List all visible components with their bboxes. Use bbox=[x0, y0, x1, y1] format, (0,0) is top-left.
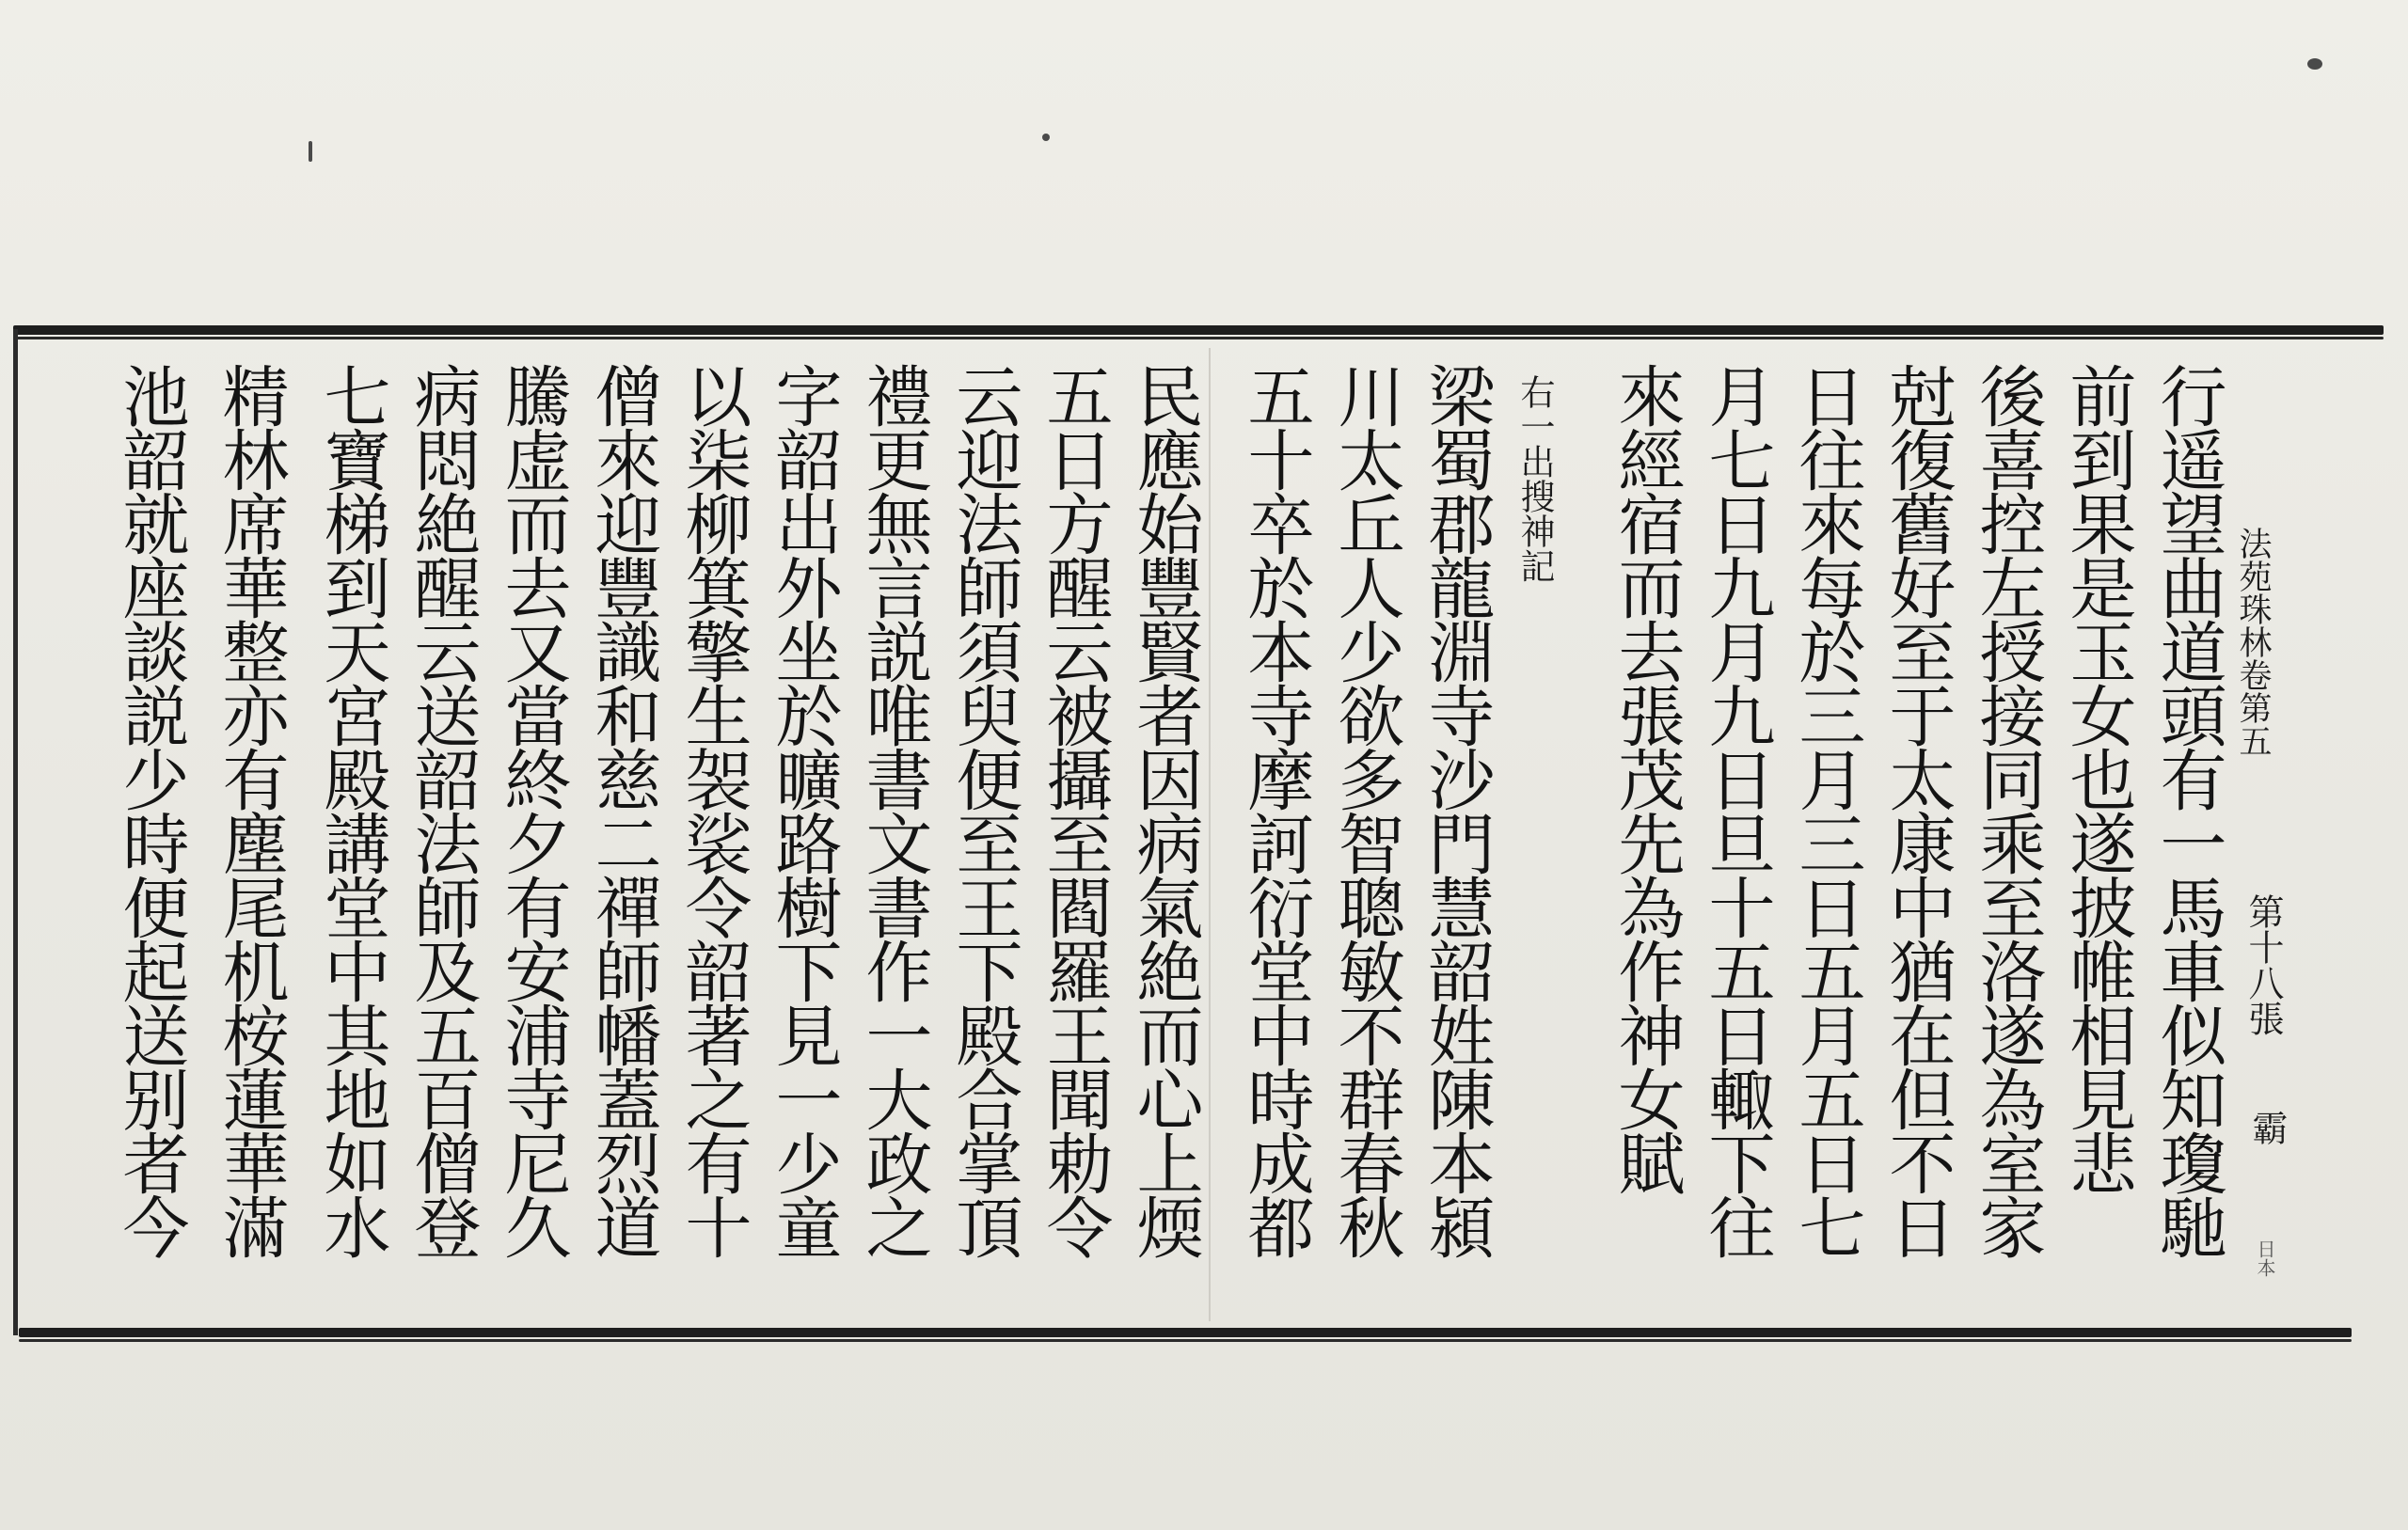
top-border-rule-inner bbox=[13, 337, 2384, 339]
text-column: 云迎法師須臾便至王下殿合掌頂 bbox=[945, 362, 1023, 1257]
text-column: 梁蜀郡龍淵寺沙門慧韶姓陳本潁 bbox=[1418, 362, 1496, 1257]
text-column: 來經宿而去張茂先為作神女賦 bbox=[1608, 362, 1686, 1193]
text-column: 五日方醒云被攝至閻羅王聞勅令 bbox=[1036, 362, 1114, 1257]
ink-speck bbox=[2307, 58, 2322, 70]
text-column: 五十卒於本寺摩訶衍堂中時成都 bbox=[1237, 362, 1315, 1257]
text-column: 行遥望曲道頭有一馬車似知瓊馳 bbox=[2149, 362, 2227, 1257]
margin-mark: 日本 bbox=[2254, 1239, 2276, 1277]
text-column: 以柒柳箕擎生袈裟令韶著之有十 bbox=[674, 362, 752, 1257]
margin-book-title: 法苑珠林卷第五 bbox=[2234, 527, 2272, 757]
text-column: 月七日九月九日旦十五日輙下往 bbox=[1698, 362, 1776, 1257]
text-column: 後喜控左授接同乘至洛遂為室家 bbox=[1969, 362, 2047, 1257]
text-column: 僧來迎豐識和慈二禪師幡蓋烈道 bbox=[584, 362, 662, 1257]
source-note: 右一出搜神記 bbox=[1514, 374, 1555, 583]
text-column: 川太丘人少欲多智聰敏不群春秋 bbox=[1327, 362, 1405, 1257]
ink-speck bbox=[309, 141, 312, 162]
margin-leaf-number: 第十八張 bbox=[2242, 893, 2284, 1036]
text-column: 精林席華整亦有塵尾机桉蓮華滿 bbox=[212, 362, 290, 1257]
top-border-rule bbox=[13, 325, 2384, 335]
bottom-border-rule-inner bbox=[19, 1339, 2352, 1342]
text-column: 騰虚而去又當終夕有安浦寺尼久 bbox=[494, 362, 572, 1257]
ink-speck bbox=[1042, 134, 1050, 141]
margin-carver-name: 霸 bbox=[2246, 1110, 2288, 1145]
left-border-rule bbox=[13, 329, 18, 1335]
bottom-border-rule bbox=[19, 1328, 2352, 1337]
text-column: 民應始豐賢者因病氣絶而心上煗 bbox=[1126, 362, 1204, 1257]
text-column: 禮更無言説唯書文書作一大政之 bbox=[855, 362, 933, 1257]
text-column: 七寶梯到天宮殿講堂中其地如水 bbox=[313, 362, 391, 1257]
text-column: 日往來每於三月三日五月五日七 bbox=[1788, 362, 1866, 1257]
text-column: 尅復舊好至于太康中猶在但不日 bbox=[1878, 362, 1956, 1257]
text-column: 前到果是玉女也遂披帷相見悲 bbox=[2059, 362, 2137, 1193]
text-column: 池韶就座談説少時便起送别者今 bbox=[112, 362, 190, 1257]
text-column: 字韶出外坐於曠路樹下見一少童 bbox=[765, 362, 843, 1257]
text-column: 病悶絶醒云送韶法師及五百僧登 bbox=[404, 362, 482, 1257]
